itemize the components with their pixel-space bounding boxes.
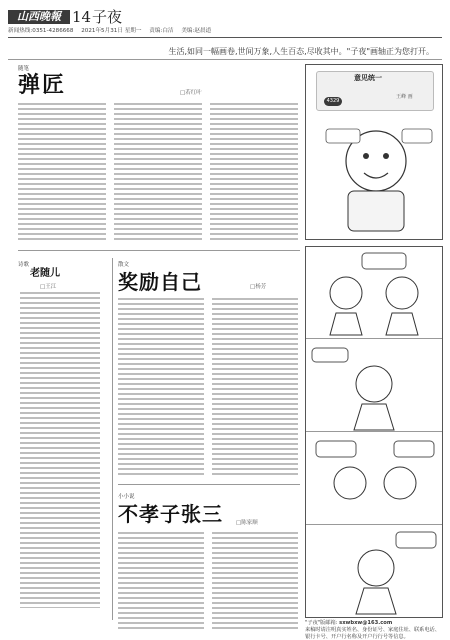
section-divider [118, 484, 300, 485]
article-column [118, 298, 204, 476]
poem-kicker: 诗歌 [18, 262, 30, 268]
submission-email: sxwbxw@163.com [339, 620, 393, 626]
section-divider [18, 250, 300, 251]
page-number: 14 [72, 8, 92, 26]
editor: 责编:白洁 [149, 28, 174, 34]
hotline: 新闻热线:0351-4286668 [8, 28, 74, 34]
right-column [305, 64, 443, 640]
column-divider [112, 258, 113, 620]
poem-title: 老随儿 [30, 268, 60, 279]
header-info [8, 27, 442, 36]
comic-frame [306, 433, 442, 525]
slogan-bar [8, 44, 442, 60]
article-column [118, 532, 204, 632]
comic-illustration [306, 111, 442, 239]
essay-kicker: 随笔 [18, 66, 30, 72]
article-column [212, 298, 298, 476]
essay-column [114, 103, 202, 243]
article-column [212, 532, 298, 632]
essay-body [18, 103, 300, 243]
poem-author: □王江 [40, 284, 57, 290]
comic-illustration [306, 526, 442, 618]
submission-note-text: 来稿时请注明真实姓名、身份证号、家庭住址、联系电话、银行卡号、开户行名称及开户行行号等信息。 [305, 627, 440, 640]
comic-frame [306, 340, 442, 432]
comic-panel [305, 64, 443, 240]
article2-kicker: 小小说 [118, 494, 135, 500]
essay-column [210, 103, 298, 243]
issue-date: 2021年5月31日 星期一 [81, 28, 142, 34]
article2-author: □陈家顺 [236, 520, 258, 526]
comic-title: 意见统一 [354, 74, 382, 82]
poem-body [20, 292, 110, 608]
comic-frame [306, 526, 442, 618]
comic-frame [306, 247, 442, 339]
article1-kicker: 散文 [118, 262, 130, 268]
section-name: 子夜 [92, 8, 123, 26]
submission-note [305, 620, 443, 640]
article2-title: 不孝子张三 [118, 502, 223, 526]
comic-author: 王峰 画 [396, 94, 413, 100]
comic-illustration [306, 433, 442, 525]
comic-illustration [306, 340, 442, 432]
submission-email-label: "子夜"版邮箱: [305, 620, 338, 626]
comic-strip [305, 246, 443, 618]
article1-body [118, 298, 300, 476]
comic-badge: 4329 [324, 97, 342, 106]
comic-illustration [306, 247, 442, 339]
newspaper-logo: 山西晚報 [8, 10, 70, 24]
essay-title: 弹匠 [18, 72, 67, 98]
article1-title: 奖励自己 [118, 270, 202, 294]
essay-author: □若红叶 [180, 90, 202, 96]
article1-author: □杨芳 [250, 284, 267, 290]
designer: 美编:赵晨道 [181, 28, 212, 34]
article2-body [118, 532, 300, 632]
masthead [8, 8, 442, 38]
essay-column [18, 103, 106, 243]
slogan: 生活,如同一幅画卷,世间万象,人生百态,尽收其中。"子夜"画轴正为您打开。 [168, 47, 434, 56]
